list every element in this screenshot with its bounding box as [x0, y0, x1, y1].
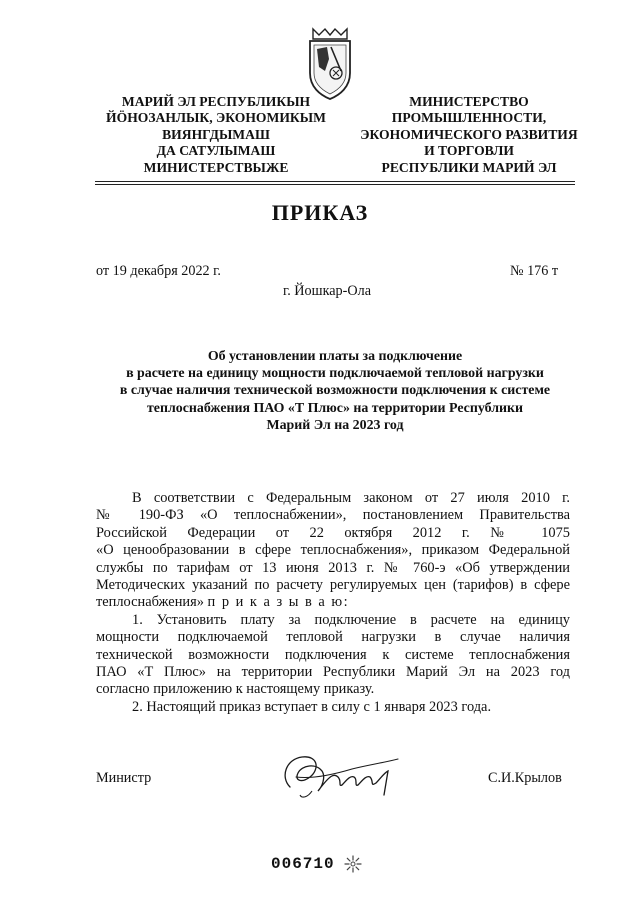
- header-left-line: МАРИЙ ЭЛ РЕСПУБЛИКЫН: [121, 94, 311, 109]
- header-right-line: ЭКОНОМИЧЕСКОГО РАЗВИТИЯ: [360, 126, 578, 142]
- subject-line: в случае наличия технической возможности подключения к системе: [119, 383, 551, 399]
- preamble-line: Методических указаний по расчету регулируемых цен (тарифов) в сфере: [96, 577, 570, 594]
- item-1-line: 1. Установить плату за подключение в расчете на единицу: [132, 611, 570, 628]
- form-serial-number: 006710: [271, 855, 335, 873]
- preamble-line: службы по тарифам от 13 июня 2013 г. № 760-э «Об утверждении: [96, 559, 570, 576]
- header-right-line: И ТОРГОВЛИ: [424, 143, 514, 159]
- header-left-ministry-name: [92, 94, 340, 176]
- header-left-line: ЙӦНОЗАНЛЫК, ЭКОНОМИКЫМ: [106, 110, 326, 126]
- header-right-ministry-name: [330, 94, 608, 176]
- coat-of-arms-icon: [305, 27, 355, 101]
- item-1-line: мощности подключаемой тепловой нагрузки в случае наличия: [96, 629, 570, 646]
- document-title: ПРИКАЗ: [271, 200, 369, 225]
- header-right-line: МИНИСТЕРСТВО: [409, 94, 529, 109]
- order-city: г. Йошкар-Ола: [283, 283, 371, 299]
- preamble-line: Российской Федерации от 22 октября 2012 г. № 1075: [96, 524, 570, 541]
- item-1-line: технической возможности подключения к системе теплоснабжения: [96, 646, 570, 663]
- item-1-line: ПАО «Т Плюс» на территории Республики Марий Эл на 2023 год: [96, 664, 570, 681]
- subject-line: теплоснабжения ПАО «Т Плюс» на территории Республики: [146, 400, 523, 416]
- preamble-paragraph: [96, 490, 570, 612]
- preamble-last-line: [96, 594, 570, 611]
- item-2-line: 2. Настоящий приказ вступает в силу с 1 января 2023 года.: [132, 698, 492, 715]
- preamble-line: В соответствии с Федеральным законом от 27 июля 2010 г.: [132, 490, 570, 506]
- signatory-name: С.И.Крылов: [488, 770, 562, 786]
- preamble-line: № 190-ФЗ «О теплоснабжении», постановлением Правительства: [96, 507, 570, 524]
- item-1-line: согласно приложению к настоящему приказу.: [96, 681, 375, 698]
- order-body: [96, 490, 570, 716]
- order-word: п р и к а з ы в а ю:: [207, 594, 350, 611]
- header-left-line: ВИЯНГДЫМАШ: [162, 126, 270, 142]
- subject-line: Марий Эл на 2023 год: [266, 417, 404, 433]
- signatory-position: Министр: [96, 770, 152, 786]
- preamble-tail: теплоснабжения»: [96, 594, 204, 611]
- header-left-line: ДА САТУЛЫМАШ: [156, 143, 276, 159]
- item-1-paragraph: [96, 612, 570, 699]
- header-right-line: РЕСПУБЛИКИ МАРИЙ ЭЛ: [381, 159, 557, 175]
- order-date: от 19 декабря 2022 г.: [96, 263, 221, 279]
- preamble-line: «О ценообразовании в сфере теплоснабжения», приказом Федеральной: [96, 542, 570, 559]
- header-divider-bottom: [95, 184, 575, 185]
- subject-line: Об установлении платы за подключение: [207, 349, 463, 364]
- subject-line: в расчете на единицу мощности подключаемой тепловой нагрузки: [126, 366, 544, 382]
- star-mark-icon: [343, 854, 363, 874]
- header-divider-top: [95, 181, 575, 182]
- item-2-paragraph: [96, 699, 570, 716]
- header-left-line: МИНИСТЕРСТВЫЖЕ: [143, 159, 289, 175]
- order-subject: [90, 348, 580, 434]
- order-number: № 176 т: [510, 263, 559, 279]
- header-right-line: ПРОМЫШЛЕННОСТИ,: [391, 110, 547, 126]
- handwritten-signature-icon: [272, 747, 412, 802]
